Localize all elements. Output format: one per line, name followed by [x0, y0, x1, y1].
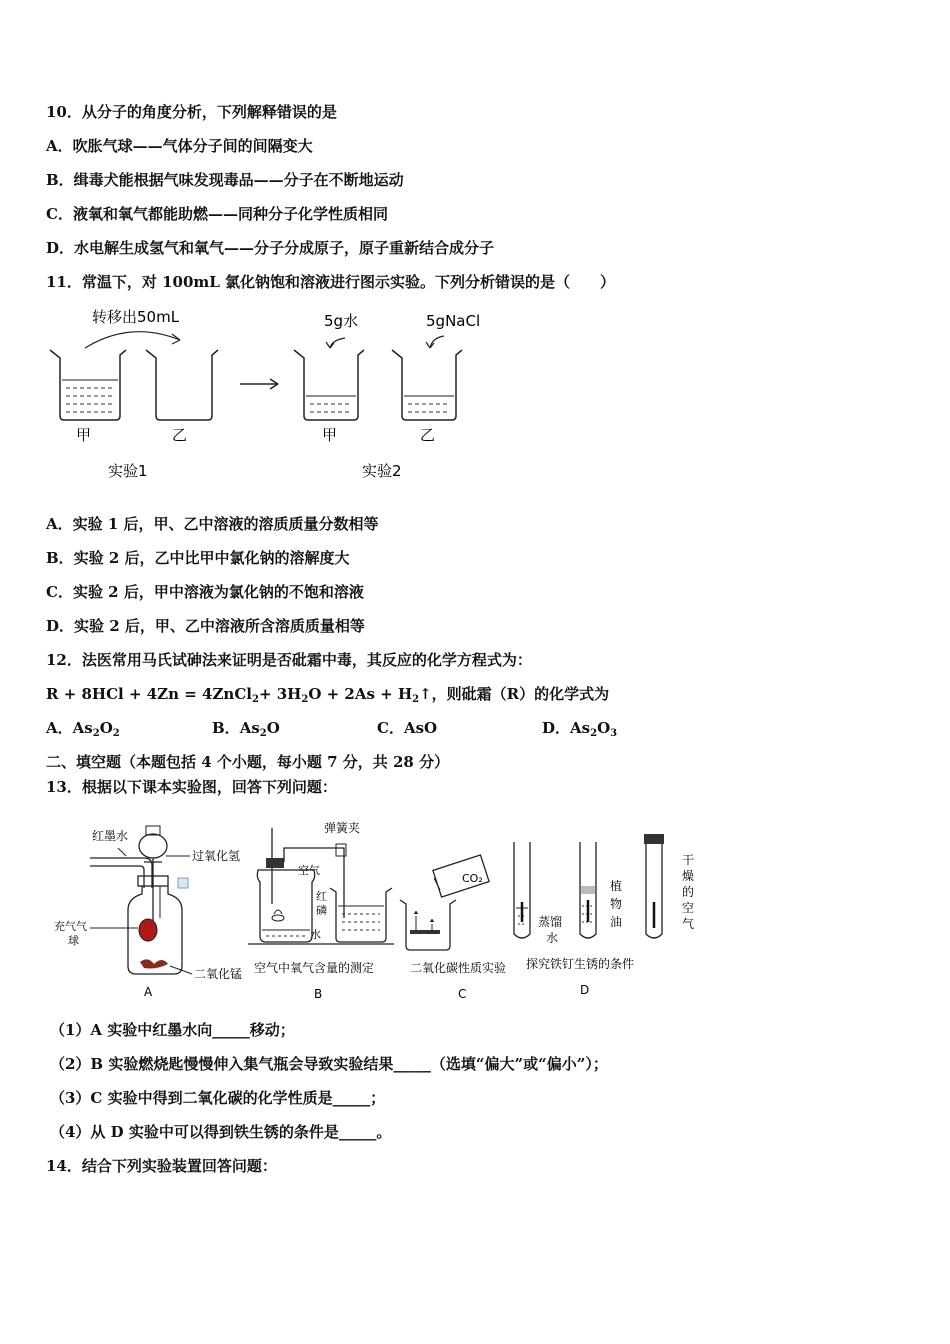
oil-label-1: 植: [610, 879, 623, 893]
q12-option-a: A．$As_2O_2$: [46, 719, 120, 739]
oil-label-3: 油: [610, 915, 623, 929]
beaker-jia-1: [50, 350, 126, 420]
dry-label-3: 的: [682, 885, 695, 899]
dry-label-1: 干: [682, 853, 695, 867]
q12-option-b: B．$As_2O$: [212, 719, 280, 739]
q10-option-a: A．吹胀气球——气体分子间的间隔变大: [46, 137, 313, 155]
dry-label-4: 空: [682, 901, 695, 915]
beaker-yi-2: [392, 350, 462, 420]
caption-d: 探究铁钉生锈的条件: [526, 957, 635, 971]
q10-option-c: C．液氧和氧气都能助燃——同种分子化学性质相同: [46, 205, 388, 223]
balloon-label-2: 球: [68, 934, 79, 947]
q13-experiment-figure: [48, 818, 708, 1004]
h2o2-label: 过氧化氢: [192, 849, 241, 863]
label-yi-2: 乙: [420, 426, 436, 444]
q11-option-b: B．实验 2 后，乙中比甲中氯化钠的溶解度大: [46, 549, 350, 567]
oil-label-2: 物: [610, 897, 623, 911]
air-label: 空气: [298, 864, 320, 877]
apparatus-b: [248, 820, 394, 1001]
q13-part-4: （4）从 D 实验中可以得到铁生锈的条件是_____。: [50, 1123, 392, 1141]
label-c: C: [458, 987, 467, 1001]
distilled-label-1: 蒸馏: [538, 915, 563, 929]
q13-part-3: （3）C 实验中得到二氧化碳的化学性质是_____；: [50, 1089, 386, 1107]
red-p-label-2: 磷: [316, 904, 327, 917]
q13-stem: 13．根据以下课本实验图，回答下列问题：: [46, 778, 337, 796]
q13-part-2: （2）B 实验燃烧匙慢慢伸入集气瓶会导致实验结果_____（选填“偏大”或“偏小”）；: [50, 1055, 608, 1073]
transfer-label: 转移出50mL: [92, 308, 180, 326]
beaker-yi-1: [146, 350, 218, 420]
q10-stem: 10．从分子的角度分析，下列解释错误的是: [46, 103, 337, 121]
beaker-jia-2: [294, 350, 364, 420]
label-a: A: [144, 985, 153, 999]
apparatus-a: [54, 826, 242, 999]
co2-label: CO₂: [462, 872, 483, 885]
q12-option-c: C．AsO: [377, 719, 438, 737]
label-exp2: 实验2: [362, 462, 402, 480]
q11-stem: 11．常温下，对 100mL 氯化钠饱和溶液进行图示实验。下列分析错误的是（ ）: [46, 273, 616, 291]
transfer-arrow: [85, 332, 180, 348]
label-jia-1: 甲: [76, 426, 92, 444]
water-label: 5g水: [324, 312, 359, 330]
q10-option-d: D．水电解生成氢气和氧气——分子分成原子，原子重新结合成分子: [46, 239, 495, 257]
balloon: [139, 919, 157, 941]
caption-c: 二氧化碳性质实验: [410, 961, 507, 975]
q12-stem: 12．法医常用马氏试砷法来证明是否砒霜中毒，其反应的化学方程式为：: [46, 651, 532, 669]
q13-part-1: （1）A 实验中红墨水向_____移动；: [50, 1021, 295, 1039]
q11-option-c: C．实验 2 后，甲中溶液为氯化钠的不饱和溶液: [46, 583, 364, 601]
q11-beaker-figure: [40, 300, 500, 490]
dry-label-2: 燥: [682, 869, 695, 883]
section2-heading: 二、填空题（本题包括 4 个小题，每小题 7 分，共 28 分）: [46, 753, 450, 771]
caption-b: 空气中氧气含量的测定: [254, 961, 375, 975]
q12-equation: R + 8HCl + 4Zn = 4ZnCl$_2$+ $3H_2O + 2As$ + $H_2↑$，则砒霜（R）的化学式为: [46, 685, 610, 705]
label-yi-1: 乙: [172, 426, 188, 444]
red-p-label-1: 红: [316, 890, 327, 903]
mno2-label: 二氧化锰: [194, 967, 243, 981]
nacl-label: 5gNaCl: [426, 312, 481, 330]
distilled-label-2: 水: [546, 931, 559, 945]
q14-stem: 14．结合下列实验装置回答问题：: [46, 1157, 277, 1175]
apparatus-c: [400, 855, 506, 1001]
q11-option-d: D．实验 2 后，甲、乙中溶液所含溶质质量相等: [46, 617, 365, 635]
clamp-label: 弹簧夹: [324, 821, 361, 835]
mno2-particles: [140, 959, 168, 968]
balloon-label-1: 充气气: [54, 920, 87, 933]
dry-label-5: 气: [682, 917, 695, 931]
label-jia-2: 甲: [322, 426, 338, 444]
apparatus-d: [514, 834, 694, 997]
label-exp1: 实验1: [108, 462, 148, 480]
label-d: D: [580, 983, 590, 997]
q11-option-a: A．实验 1 后，甲、乙中溶液的溶质质量分数相等: [46, 515, 379, 533]
label-b: B: [314, 987, 323, 1001]
water-label-b: 水: [310, 928, 321, 941]
q12-option-d: D．$As_2O_3$: [542, 719, 618, 739]
q10-option-b: B．缉毒犬能根据气味发现毒品——分子在不断地运动: [46, 171, 404, 189]
red-ink-label: 红墨水: [92, 829, 129, 843]
